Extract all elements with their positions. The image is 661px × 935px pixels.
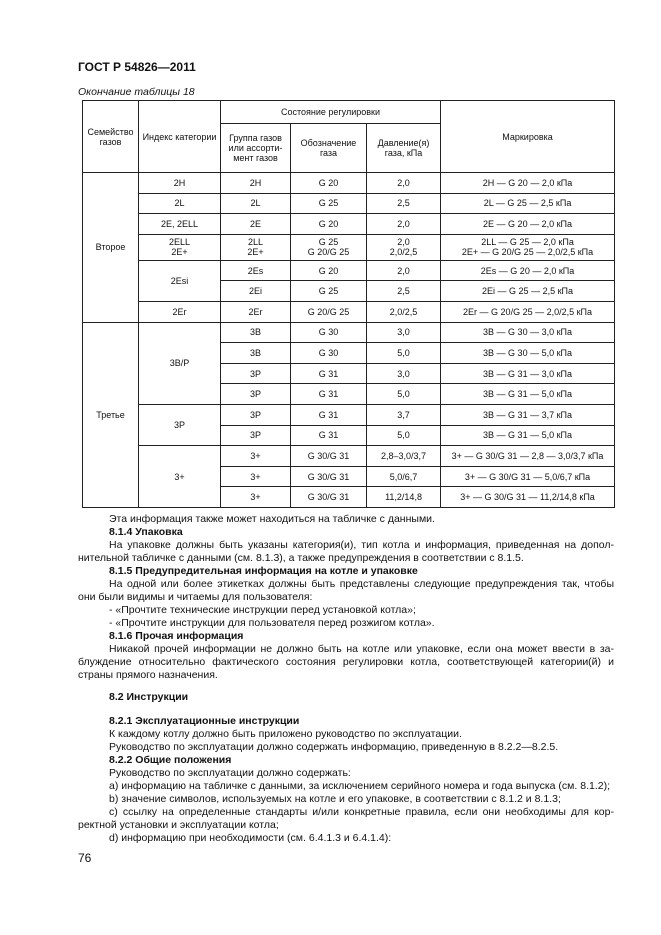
pressure-cell: 5,0/6,7 bbox=[367, 466, 441, 487]
header-pressure: Давление(я) газа, кПа bbox=[367, 124, 441, 173]
pressure-cell: 5,0 bbox=[367, 343, 441, 364]
table-row bbox=[83, 446, 615, 467]
section-heading: 8.2.2 Общие положения bbox=[109, 754, 232, 766]
pressure-cell: 2,0 bbox=[367, 214, 441, 235]
gas-cell: G 30 bbox=[291, 343, 367, 364]
index-cell: 3B/P bbox=[139, 322, 221, 404]
list-item: a) информацию на табличке с данными, за исключением серийного номера и года выпуска (см. 8.1.2); bbox=[109, 780, 611, 792]
gas-cell: G 30/G 31 bbox=[291, 446, 367, 467]
paragraph: Эта информация также может находиться на табличке с данными. bbox=[109, 513, 435, 525]
table-row bbox=[83, 260, 615, 281]
table-row bbox=[83, 214, 615, 235]
group-cell: 3P bbox=[221, 404, 291, 425]
index-cell: 3+ bbox=[139, 446, 221, 508]
pressure-cell: 3,7 bbox=[367, 404, 441, 425]
marking-cell: 3B — G 30 — 3,0 кПа bbox=[441, 322, 615, 343]
gas-cell: G 25 bbox=[291, 193, 367, 214]
gas-cell: G 20 bbox=[291, 260, 367, 281]
header-state: Состояние регулировки bbox=[221, 101, 441, 124]
marking-cell: 3B — G 31 — 3,7 кПа bbox=[441, 404, 615, 425]
group-cell: 3B bbox=[221, 343, 291, 364]
pressure-line: 2,0/2,5 bbox=[389, 247, 418, 258]
list-item: c) ссылку на определенные стандарты и/или конкретные правила, если они необходимы для корректной установки и эксплуатации котла; bbox=[78, 806, 614, 831]
pressure-cell: 2,8–3,0/3,7 bbox=[367, 446, 441, 467]
list-item: d) информацию при необходимости (см. 6.4.1.3 и 6.4.1.4): bbox=[109, 832, 392, 844]
marking-cell: 3B — G 31 — 5,0 кПа bbox=[441, 384, 615, 405]
header-group: Группа газов или ассортимент газов bbox=[221, 124, 291, 173]
gas-line: G 25 bbox=[318, 237, 339, 248]
index-cell: 2E, 2ELL bbox=[139, 214, 221, 235]
marking-cell: 2H — G 20 — 2,0 кПа bbox=[441, 173, 615, 194]
marking-cell: 2E — G 20 — 2,0 кПа bbox=[441, 214, 615, 235]
pressure-cell: 11,2/14,8 bbox=[367, 487, 441, 508]
group-cell: 2H bbox=[221, 173, 291, 194]
paragraph: К каждому котлу должно быть приложено руководство по эксплуатации. bbox=[109, 728, 462, 740]
index-line: 2ELL bbox=[168, 237, 191, 248]
list-item: - «Прочтите инструкции для пользователя перед розжигом котла». bbox=[109, 617, 435, 629]
group-cell: 3B bbox=[221, 322, 291, 343]
pressure-cell: 3,0 bbox=[367, 322, 441, 343]
table-caption: Окончание таблицы 18 bbox=[78, 86, 195, 98]
family-cell: Второе bbox=[83, 173, 139, 323]
index-cell: 3P bbox=[139, 404, 221, 445]
group-line: 2LL bbox=[247, 237, 264, 248]
index-cell bbox=[139, 234, 221, 260]
table-row bbox=[83, 404, 615, 425]
marking-cell: 2L — G 25 — 2,5 кПа bbox=[441, 193, 615, 214]
index-cell: 2H bbox=[139, 173, 221, 194]
group-cell: 3P bbox=[221, 363, 291, 384]
paragraph: На упаковке должны быть указаны категория(и), тип котла и информация, приведенная на дополнительной табличке с данными (см. 8.1.3), а также предупреждения в соответствии с 8.1.5. bbox=[78, 539, 614, 564]
gas-cell: G 31 bbox=[291, 384, 367, 405]
paragraph: Руководство по эксплуатации должно содержать информацию, приведенную в 8.2.2—8.2.5. bbox=[109, 741, 559, 753]
gas-cell: G 25 bbox=[291, 281, 367, 302]
section-heading: 8.2.1 Эксплуатационные инструкции bbox=[109, 715, 300, 727]
gas-cell: G 30/G 31 bbox=[291, 466, 367, 487]
table-row bbox=[83, 301, 615, 322]
marking-cell: 2Es — G 20 — 2,0 кПа bbox=[441, 260, 615, 281]
pressure-cell: 5,0 bbox=[367, 384, 441, 405]
marking-cell: 3+ — G 30/G 31 — 5,0/6,7 кПа bbox=[441, 466, 615, 487]
group-cell bbox=[221, 234, 291, 260]
table-row bbox=[83, 234, 615, 260]
document-header: ГОСТ Р 54826—2011 bbox=[78, 60, 196, 74]
table-row bbox=[83, 193, 615, 214]
page-number: 76 bbox=[78, 851, 92, 865]
marking-cell: 3B — G 31 — 3,0 кПа bbox=[441, 363, 615, 384]
pressure-cell: 2,5 bbox=[367, 193, 441, 214]
section-heading: 8.1.4 Упаковка bbox=[109, 526, 183, 538]
gas-category-table bbox=[82, 100, 615, 508]
family-cell: Третье bbox=[83, 322, 139, 507]
index-line: 2E+ bbox=[171, 247, 188, 258]
marking-cell: 3B — G 31 — 5,0 кПа bbox=[441, 425, 615, 446]
marking-cell: 3B — G 30 — 5,0 кПа bbox=[441, 343, 615, 364]
index-cell: 2Esi bbox=[139, 260, 221, 301]
group-cell: 2L bbox=[221, 193, 291, 214]
pressure-cell: 5,0 bbox=[367, 425, 441, 446]
section-heading: 8.1.5 Предупредительная информация на котле и упаковке bbox=[109, 565, 418, 577]
group-cell: 3+ bbox=[221, 466, 291, 487]
marking-cell: 3+ — G 30/G 31 — 2,8 — 3,0/3,7 кПа bbox=[441, 446, 615, 467]
index-cell: 2Er bbox=[139, 301, 221, 322]
marking-cell bbox=[441, 234, 615, 260]
header-index: Индекс категории bbox=[139, 101, 221, 173]
pressure-cell: 2,0 bbox=[367, 173, 441, 194]
pressure-cell: 3,0 bbox=[367, 363, 441, 384]
gas-cell: G 20 bbox=[291, 173, 367, 194]
marking-line: 2LL — G 25 — 2,0 кПа bbox=[481, 237, 574, 248]
pressure-cell: 2,0/2,5 bbox=[367, 301, 441, 322]
paragraph: На одной или более этикетках должны быть представлены следующие предупреждения так, чтобы они были видимы и читаемы для пользователя: bbox=[78, 578, 614, 603]
gas-cell: G 30 bbox=[291, 322, 367, 343]
group-cell: 3P bbox=[221, 425, 291, 446]
table-row bbox=[83, 173, 615, 194]
pressure-cell: 2,5 bbox=[367, 281, 441, 302]
gas-cell: G 31 bbox=[291, 425, 367, 446]
group-cell: 3+ bbox=[221, 446, 291, 467]
list-item: - «Прочтите технические инструкции перед установкой котла»; bbox=[109, 604, 416, 616]
pressure-cell bbox=[367, 234, 441, 260]
paragraph: Никакой прочей информации не должно быть на котле или упаковке, если она может ввести в заблуждение относительно фактического состояния регулировки котла, соответствующей категории(й) и страны прямого назначения. bbox=[78, 643, 614, 681]
group-cell: 2Er bbox=[221, 301, 291, 322]
group-cell: 2Es bbox=[221, 260, 291, 281]
marking-cell: 3+ — G 30/G 31 — 11,2/14,8 кПа bbox=[441, 487, 615, 508]
body-text bbox=[78, 513, 614, 845]
group-line: 2E+ bbox=[247, 247, 264, 258]
group-cell: 2Ei bbox=[221, 281, 291, 302]
header-marking: Маркировка bbox=[441, 101, 615, 173]
group-cell: 3P bbox=[221, 384, 291, 405]
section-heading: 8.1.6 Прочая информация bbox=[109, 630, 244, 642]
gas-cell: G 31 bbox=[291, 363, 367, 384]
gas-cell: G 30/G 31 bbox=[291, 487, 367, 508]
pressure-cell: 2,0 bbox=[367, 260, 441, 281]
marking-cell: 2Ei — G 25 — 2,5 кПа bbox=[441, 281, 615, 302]
gas-cell: G 31 bbox=[291, 404, 367, 425]
paragraph: Руководство по эксплуатации должно содержать: bbox=[109, 767, 351, 779]
marking-cell: 2Er — G 20/G 25 — 2,0/2,5 кПа bbox=[441, 301, 615, 322]
header-family: Семейство газов bbox=[83, 101, 139, 173]
index-cell: 2L bbox=[139, 193, 221, 214]
group-cell: 2E bbox=[221, 214, 291, 235]
section-heading: 8.2 Инструкции bbox=[109, 691, 189, 703]
gas-line: G 20/G 25 bbox=[307, 247, 350, 258]
pressure-line: 2,0 bbox=[397, 237, 410, 248]
gas-cell: G 20/G 25 bbox=[291, 301, 367, 322]
header-designation: Обозначение газа bbox=[291, 124, 367, 173]
gas-cell: G 20 bbox=[291, 214, 367, 235]
marking-line: 2E+ — G 20/G 25 — 2,0/2,5 кПа bbox=[461, 247, 594, 258]
list-item: b) значение символов, используемых на котле и его упаковке, в соответствии с 8.1.2 и 8.1.3; bbox=[109, 793, 561, 805]
gas-cell bbox=[291, 234, 367, 260]
group-cell: 3+ bbox=[221, 487, 291, 508]
table-row bbox=[83, 322, 615, 343]
